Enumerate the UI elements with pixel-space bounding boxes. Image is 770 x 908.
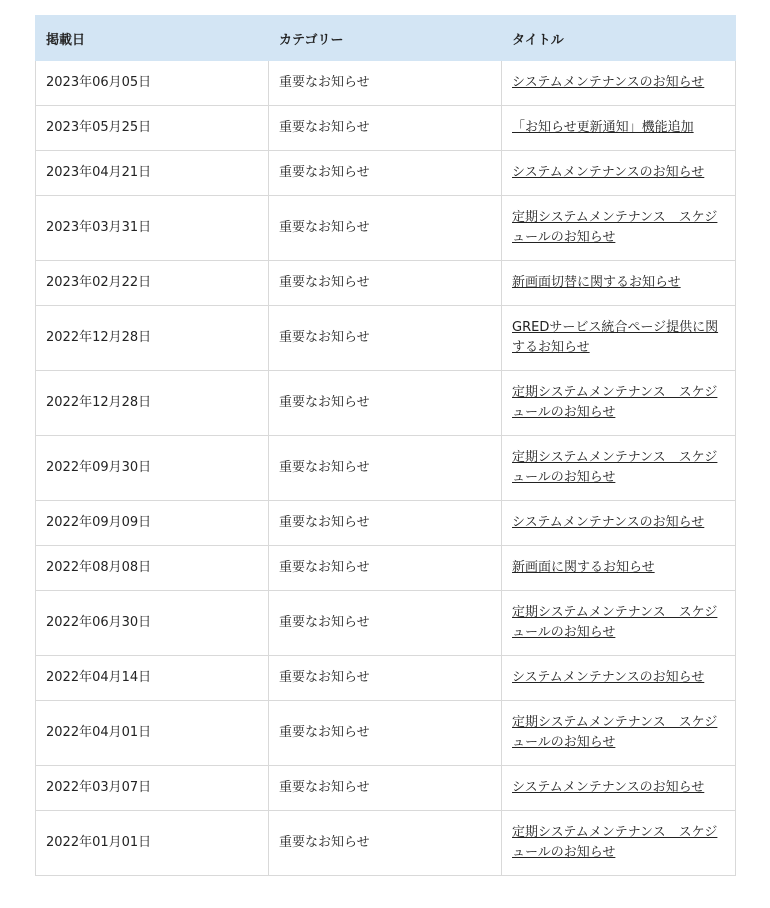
row-category: 重要なお知らせ (269, 436, 502, 501)
row-title-link[interactable]: 新画面に関するお知らせ (512, 560, 655, 575)
table-row (36, 656, 736, 701)
row-title-link[interactable]: システムメンテナンスのお知らせ (512, 75, 705, 90)
row-title-link[interactable]: 定期システムメンテナンス スケジュールのお知らせ (512, 450, 718, 485)
row-title-cell (502, 261, 736, 306)
row-title-link[interactable]: 定期システムメンテナンス スケジュールのお知らせ (512, 605, 718, 640)
row-date: 2022年03月07日 (36, 766, 269, 811)
column-header-date: 掲載日 (36, 16, 269, 61)
row-title-link[interactable]: 新画面切替に関するお知らせ (512, 275, 681, 290)
row-date: 2023年02月22日 (36, 261, 269, 306)
row-title-link[interactable]: GREDサービス統合ページ提供に関するお知らせ (512, 320, 719, 355)
row-category: 重要なお知らせ (269, 61, 502, 106)
table-row (36, 701, 736, 766)
table-row (36, 436, 736, 501)
row-category: 重要なお知らせ (269, 501, 502, 546)
row-category: 重要なお知らせ (269, 546, 502, 591)
row-title-link[interactable]: 「お知らせ更新通知」機能追加 (512, 120, 694, 135)
row-category: 重要なお知らせ (269, 106, 502, 151)
table-row (36, 61, 736, 106)
row-date: 2022年01月01日 (36, 811, 269, 876)
row-date: 2022年09月30日 (36, 436, 269, 501)
row-title-cell (502, 546, 736, 591)
column-header-category: カテゴリー (269, 16, 502, 61)
row-date: 2022年04月01日 (36, 701, 269, 766)
row-category: 重要なお知らせ (269, 196, 502, 261)
row-title-cell (502, 151, 736, 196)
row-title-cell (502, 656, 736, 701)
row-title-link[interactable]: 定期システムメンテナンス スケジュールのお知らせ (512, 715, 718, 750)
row-title-link[interactable]: 定期システムメンテナンス スケジュールのお知らせ (512, 825, 718, 860)
row-category: 重要なお知らせ (269, 371, 502, 436)
row-category: 重要なお知らせ (269, 151, 502, 196)
table-row (36, 196, 736, 261)
row-title-cell (502, 766, 736, 811)
table-row (36, 106, 736, 151)
row-date: 2022年06月30日 (36, 591, 269, 656)
table-row (36, 151, 736, 196)
row-title-link[interactable]: 定期システムメンテナンス スケジュールのお知らせ (512, 210, 718, 245)
table-row (36, 591, 736, 656)
row-title-link[interactable]: システムメンテナンスのお知らせ (512, 515, 705, 530)
row-title-link[interactable]: システムメンテナンスのお知らせ (512, 165, 705, 180)
row-title-cell (502, 306, 736, 371)
news-table (35, 15, 736, 876)
row-title-cell (502, 501, 736, 546)
row-category: 重要なお知らせ (269, 306, 502, 371)
row-title-link[interactable]: 定期システムメンテナンス スケジュールのお知らせ (512, 385, 718, 420)
row-date: 2022年09月09日 (36, 501, 269, 546)
row-date: 2023年03月31日 (36, 196, 269, 261)
row-title-cell (502, 106, 736, 151)
table-row (36, 546, 736, 591)
table-row (36, 766, 736, 811)
row-category: 重要なお知らせ (269, 261, 502, 306)
table-row (36, 261, 736, 306)
row-title-cell (502, 811, 736, 876)
row-date: 2023年04月21日 (36, 151, 269, 196)
row-date: 2023年05月25日 (36, 106, 269, 151)
row-date: 2022年04月14日 (36, 656, 269, 701)
column-header-title: タイトル (502, 16, 736, 61)
row-date: 2023年06月05日 (36, 61, 269, 106)
table-row (36, 811, 736, 876)
row-title-link[interactable]: システムメンテナンスのお知らせ (512, 780, 705, 795)
table-row (36, 501, 736, 546)
row-date: 2022年08月08日 (36, 546, 269, 591)
table-row (36, 371, 736, 436)
row-category: 重要なお知らせ (269, 701, 502, 766)
row-category: 重要なお知らせ (269, 811, 502, 876)
row-category: 重要なお知らせ (269, 766, 502, 811)
table-header-row (36, 16, 736, 61)
row-title-cell (502, 61, 736, 106)
row-title-cell (502, 436, 736, 501)
row-date: 2022年12月28日 (36, 371, 269, 436)
table-row (36, 306, 736, 371)
row-date: 2022年12月28日 (36, 306, 269, 371)
row-title-cell (502, 371, 736, 436)
row-category: 重要なお知らせ (269, 656, 502, 701)
row-title-cell (502, 701, 736, 766)
row-title-cell (502, 591, 736, 656)
news-table-container (35, 15, 735, 876)
row-category: 重要なお知らせ (269, 591, 502, 656)
row-title-cell (502, 196, 736, 261)
row-title-link[interactable]: システムメンテナンスのお知らせ (512, 670, 705, 685)
